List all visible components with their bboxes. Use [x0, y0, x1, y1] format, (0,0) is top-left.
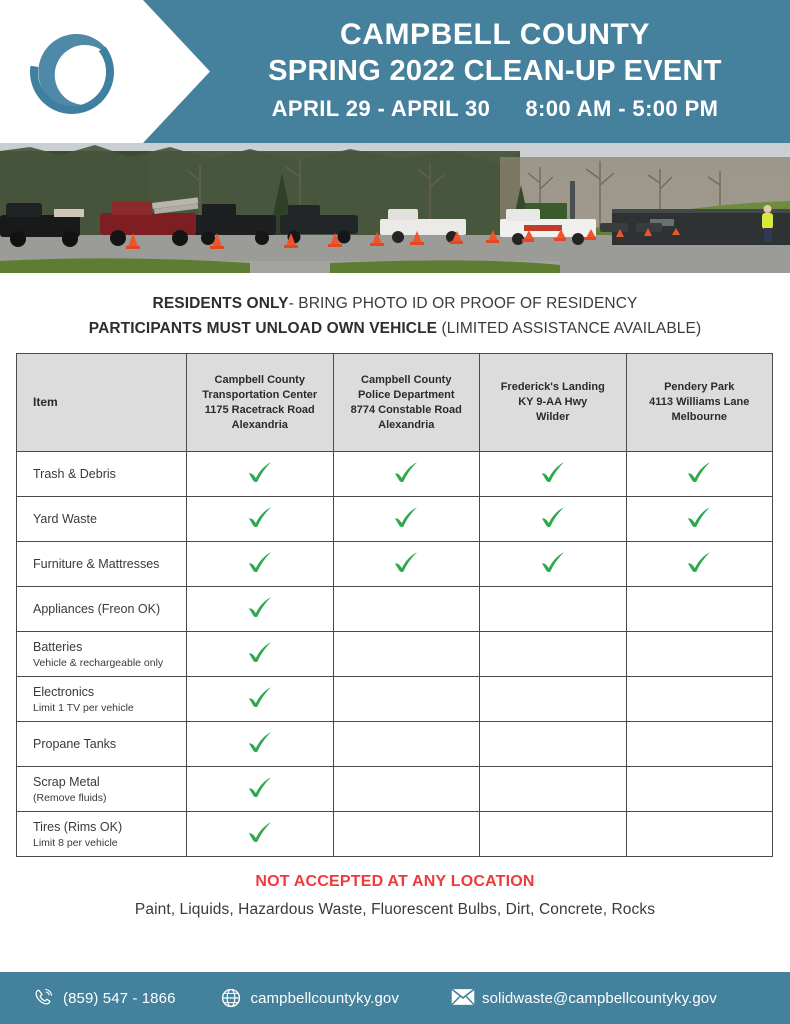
table-row: [17, 497, 773, 542]
green-checkmark-icon: [245, 684, 275, 710]
location-2-address: 8774 Constable Road: [350, 403, 462, 416]
green-checkmark-icon: [684, 459, 714, 485]
globe-icon: [220, 987, 242, 1009]
accepted-cell: [480, 497, 627, 542]
green-checkmark-icon: [245, 774, 275, 800]
event-dates: APRIL 29 - APRIL 30: [271, 96, 491, 121]
item-label: Yard Waste: [33, 512, 97, 526]
item-sublabel: (Remove fluids): [33, 792, 107, 804]
contact-footer: [0, 972, 790, 1024]
not-accepted-cell: [480, 632, 627, 677]
green-checkmark-icon: [245, 639, 275, 665]
not-accepted-cell: [626, 722, 773, 767]
footer-website[interactable]: [220, 987, 399, 1009]
green-checkmark-icon: [684, 504, 714, 530]
accepted-cell: [187, 632, 334, 677]
item-cell: [17, 452, 187, 497]
event-hours: 8:00 AM - 5:00 PM: [525, 96, 719, 121]
green-checkmark-icon: [538, 459, 568, 485]
item-label: Electronics: [33, 685, 95, 699]
location-2-name: Campbell County: [361, 373, 452, 386]
item-label: Tires (Rims OK): [33, 820, 123, 834]
item-cell: [17, 767, 187, 812]
item-label: Scrap Metal: [33, 775, 100, 789]
unload-vehicle-detail: (LIMITED ASSISTANCE AVAILABLE): [437, 320, 702, 337]
accepted-cell: [480, 542, 627, 587]
item-sublabel: Vehicle & rechargeable only: [33, 657, 164, 669]
accepted-cell: [480, 452, 627, 497]
item-cell: [17, 812, 187, 857]
not-accepted-cell: [333, 677, 480, 722]
item-cell: [17, 497, 187, 542]
green-checkmark-icon: [538, 549, 568, 575]
not-accepted-cell: [626, 587, 773, 632]
unload-vehicle-label: PARTICIPANTS MUST UNLOAD OWN VEHICLE: [88, 320, 438, 337]
accepted-cell: [626, 497, 773, 542]
phone-icon: [32, 987, 54, 1009]
envelope-icon: [451, 987, 473, 1009]
column-header-item: Item: [17, 354, 187, 452]
footer-email-text: solidwaste@campbellcountyky.gov: [481, 989, 717, 1007]
location-3-name2: KY 9-AA Hwy: [518, 396, 588, 408]
location-3-address: Wilder: [535, 411, 570, 423]
not-accepted-cell: [333, 812, 480, 857]
not-accepted-cell: [333, 632, 480, 677]
accepted-cell: [626, 542, 773, 587]
not-accepted-cell: [333, 587, 480, 632]
location-4-address: Melbourne: [671, 411, 728, 423]
table-row: [17, 632, 773, 677]
table-row: [17, 812, 773, 857]
green-checkmark-icon: [684, 549, 714, 575]
item-label: Appliances (Freon OK): [33, 602, 161, 616]
green-checkmark-icon: [245, 549, 275, 575]
page-title-line2: SPRING 2022 CLEAN-UP EVENT: [268, 55, 722, 87]
column-header-location-3: [480, 354, 627, 452]
table-row: [17, 722, 773, 767]
event-photo-illustration: [0, 143, 790, 273]
item-sublabel: Limit 8 per vehicle: [33, 837, 118, 849]
item-label: Furniture & Mattresses: [33, 557, 160, 571]
item-cell: [17, 632, 187, 677]
table-row: [17, 677, 773, 722]
column-header-location-4: [626, 354, 773, 452]
not-accepted-cell: [626, 632, 773, 677]
location-2-name2: Police Department: [357, 388, 455, 401]
accepted-cell: [187, 722, 334, 767]
residents-only-detail: - BRING PHOTO ID OR PROOF OF RESIDENCY: [288, 295, 638, 312]
not-accepted-cell: [626, 812, 773, 857]
accepted-cell: [333, 542, 480, 587]
accepted-cell: [187, 767, 334, 812]
location-1-name: Campbell County: [214, 373, 305, 386]
not-accepted-cell: [626, 677, 773, 722]
item-cell: [17, 542, 187, 587]
not-accepted-cell: [480, 812, 627, 857]
item-cell: [17, 677, 187, 722]
not-accepted-cell: [480, 767, 627, 812]
footer-email[interactable]: [451, 987, 717, 1009]
not-accepted-cell: [480, 722, 627, 767]
accepted-cell: [333, 497, 480, 542]
location-3-name: Frederick's Landing: [500, 381, 605, 393]
green-checkmark-icon: [245, 459, 275, 485]
accepted-cell: [187, 812, 334, 857]
campbell-county-c-logo-icon: [18, 18, 126, 126]
item-label: Trash & Debris: [33, 467, 116, 481]
table-header: [17, 354, 773, 452]
not-accepted-section: [0, 857, 790, 923]
location-4-name: Pendery Park: [664, 381, 735, 393]
page-header: [0, 0, 790, 143]
green-checkmark-icon: [391, 549, 421, 575]
table-body: [17, 452, 773, 857]
green-checkmark-icon: [245, 819, 275, 845]
green-checkmark-icon: [245, 729, 275, 755]
event-photo: [0, 143, 790, 273]
accepted-cell: [187, 497, 334, 542]
green-checkmark-icon: [245, 504, 275, 530]
event-datetime: [272, 92, 719, 126]
location-1-name2: Transportation Center: [202, 388, 318, 401]
footer-phone-text: (859) 547 - 1866: [63, 989, 176, 1007]
table-row: [17, 452, 773, 497]
accepted-cell: [187, 587, 334, 632]
column-header-location-1: [187, 354, 334, 452]
not-accepted-cell: [626, 767, 773, 812]
location-2-city: Alexandria: [378, 418, 435, 431]
accepted-cell: [626, 452, 773, 497]
item-label: Batteries: [33, 640, 83, 654]
footer-website-text: campbellcountyky.gov: [250, 989, 399, 1007]
notice-line-2: [0, 316, 790, 341]
table-row: [17, 587, 773, 632]
green-checkmark-icon: [538, 504, 568, 530]
table-row: [17, 767, 773, 812]
item-cell: [17, 587, 187, 632]
table-row: [17, 542, 773, 587]
location-1-address: 1175 Racetrack Road: [204, 403, 315, 416]
accepted-items-table-wrapper: [16, 353, 772, 857]
residents-notice: [0, 273, 790, 353]
item-label: Propane Tanks: [33, 737, 117, 751]
not-accepted-cell: [333, 767, 480, 812]
item-sublabel: Limit 1 TV per vehicle: [33, 702, 134, 714]
page-title-line1: CAMPBELL COUNTY: [339, 18, 651, 51]
accepted-cell: [187, 677, 334, 722]
column-header-location-2: [333, 354, 480, 452]
not-accepted-cell: [480, 587, 627, 632]
item-cell: [17, 722, 187, 767]
location-4-name2: 4113 Williams Lane: [649, 396, 750, 408]
not-accepted-cell: [333, 722, 480, 767]
accepted-cell: [333, 452, 480, 497]
residents-only-label: RESIDENTS ONLY: [152, 295, 289, 312]
not-accepted-title: NOT ACCEPTED AT ANY LOCATION: [255, 873, 535, 890]
footer-phone[interactable]: [32, 987, 176, 1009]
accepted-items-table: [16, 353, 773, 857]
location-1-city: Alexandria: [231, 418, 288, 431]
table-header-row: [17, 354, 773, 452]
not-accepted-items: Paint, Liquids, Hazardous Waste, Fluorescent Bulbs, Dirt, Concrete, Rocks: [134, 901, 656, 918]
green-checkmark-icon: [245, 594, 275, 620]
notice-line-1: [0, 291, 790, 316]
green-checkmark-icon: [391, 459, 421, 485]
header-text-block: [200, 0, 790, 143]
accepted-cell: [187, 452, 334, 497]
green-checkmark-icon: [391, 504, 421, 530]
not-accepted-cell: [480, 677, 627, 722]
accepted-cell: [187, 542, 334, 587]
